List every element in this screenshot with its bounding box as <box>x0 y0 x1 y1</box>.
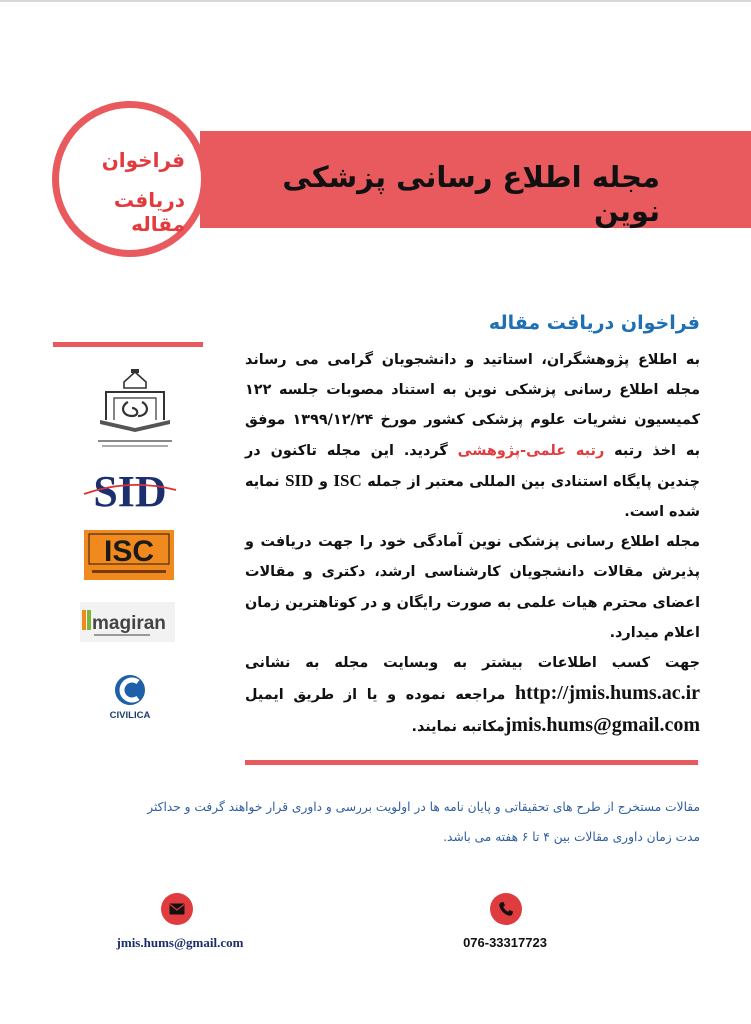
isc-logo <box>84 530 174 580</box>
isc-label: ISC <box>333 470 362 490</box>
badge-line-1: فراخوان <box>101 148 185 172</box>
section-title: فراخوان دریافت مقاله <box>488 312 700 334</box>
body-text <box>245 345 700 743</box>
sid-logo <box>80 468 180 513</box>
svg-text:CIVILICA: CIVILICA <box>109 710 151 721</box>
phone-icon <box>490 893 522 925</box>
contact-email[interactable]: jmis.hums@gmail.com <box>116 935 244 950</box>
email-link[interactable]: jmis.hums@gmail.com <box>504 714 700 737</box>
website-link[interactable]: http://jmis.hums.ac.ir <box>515 682 700 705</box>
contact-phone[interactable]: 076-33317723 <box>463 935 547 950</box>
p1-text-b: گردید. این مجله تاکنون در چندین پایگاه استنادی بین المللی معتبر از جمله <box>245 442 700 490</box>
p1-and: و <box>318 473 328 490</box>
envelope-icon <box>161 893 193 925</box>
p1-text-c: نمایه شده است. <box>245 473 700 521</box>
bottom-divider <box>245 760 698 765</box>
note-line-2: مدت زمان داوری مقالات بین ۴ تا ۶ هفته می باشد. <box>443 830 700 844</box>
badge-line-2: دریافت مقاله <box>113 188 185 236</box>
svg-text:magiran: magiran <box>92 613 166 634</box>
svg-text:SID: SID <box>93 468 167 513</box>
review-note <box>65 792 700 852</box>
p3-text-a: جهت کسب اطلاعات بیشتر به وبسایت مجله به نشانی <box>245 655 700 672</box>
top-rule <box>0 0 751 2</box>
left-divider <box>53 342 203 347</box>
journal-title: مجله اطلاع رسانی پزشکی نوین <box>282 160 660 228</box>
svg-text:ISC: ISC <box>103 535 155 568</box>
p1-text-a: به اطلاع پژوهشگران، استاتید و دانشجویان گرامی می رساند مجله اطلاع رسانی پزشکی نوین به استناد مصوبات جلسه ۱۲۲ کمیسیون نشریات علوم پزشکی کشور مورخ ۱۳۹۹/۱۲/۲۴ موفق به اخذ رتبه <box>245 352 701 459</box>
note-line-1: مقالات مستخرج از طرح های تحقیقاتی و پایان نامه ها در اولویت بررسی و داوری قرار خواهند گرفت و حداکثر <box>147 800 700 814</box>
p3-text-b: مراجعه نموده و یا از طریق ایمیل <box>245 687 506 704</box>
university-emblem-icon <box>80 368 190 453</box>
sid-label: SID <box>285 470 314 490</box>
paragraph-3 <box>245 648 700 743</box>
civilica-logo <box>100 673 160 721</box>
paragraph-1 <box>245 345 700 527</box>
rank-highlight: رتبه علمی-پژوهشی <box>457 442 605 459</box>
paragraph-2: مجله اطلاع رسانی پزشکی نوین آمادگی خود را جهت دریافت و پذیرش مقالات دانشجویان کارشناسی ارشد، دکتری و مقالات اعضای محترم هیات علمی به صورت رایگان و در کوتاهترین زمان اعلام میدارد. <box>245 534 700 641</box>
p3-text-c: مکاتبه نمایند. <box>411 719 505 736</box>
magiran-logo <box>80 602 175 642</box>
